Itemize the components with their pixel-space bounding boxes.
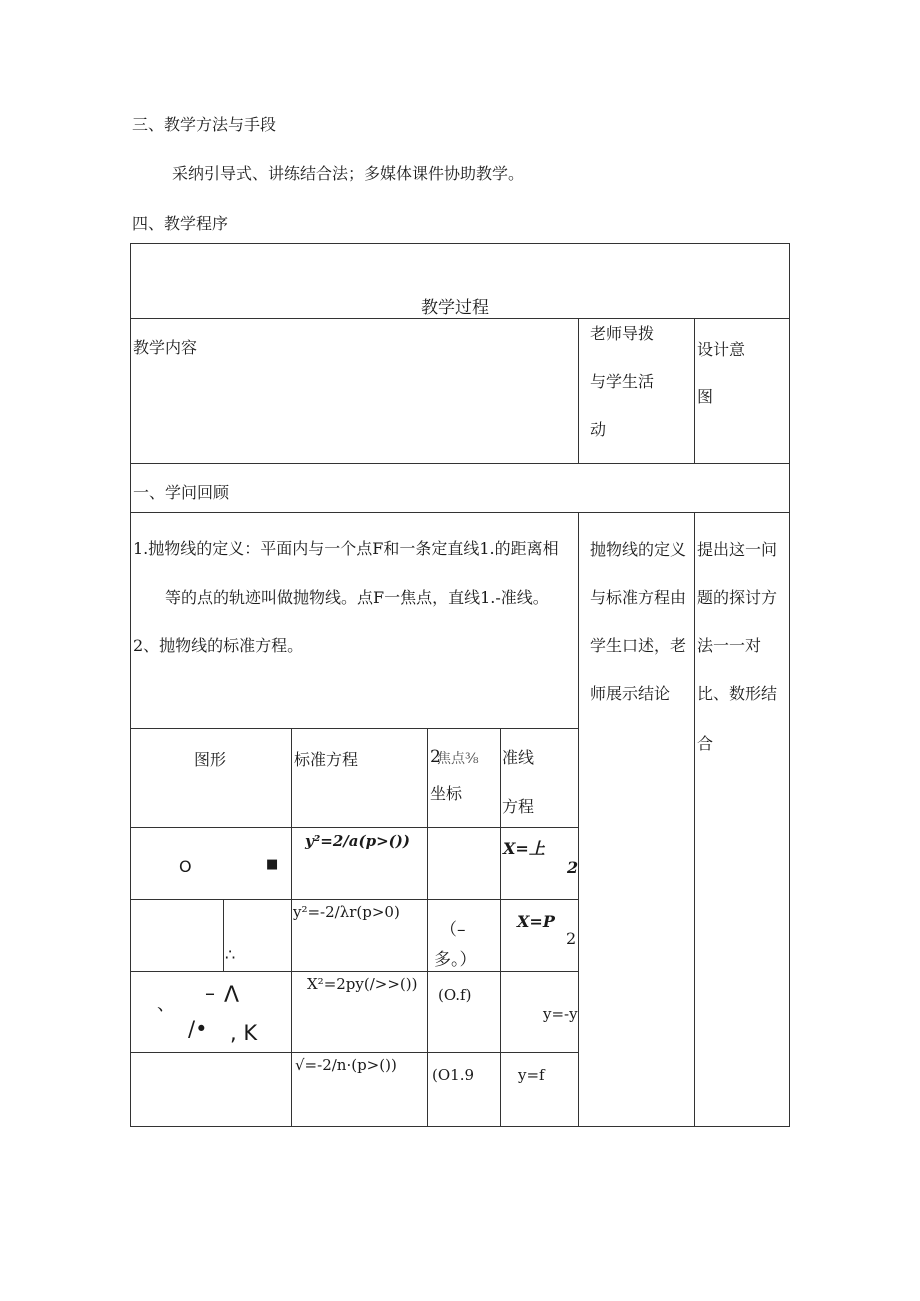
design-note-4: 比、数形结 — [697, 684, 778, 703]
row2-focus-b: 多。） — [434, 950, 477, 970]
col-header-teacher-1: 老师导拨 — [590, 324, 655, 343]
row2-focus-a: （– — [440, 920, 466, 940]
design-note-3: 法一一对 — [697, 636, 762, 655]
col-header-design-2: 图 — [697, 387, 714, 406]
row4-focus: (O1.9 — [432, 1066, 475, 1084]
row3-figure-a: 、 — [157, 994, 175, 1015]
inner-header-focus-a: 2 — [430, 747, 441, 767]
row1-figure-mark: ■ — [266, 857, 279, 872]
definition-line-2: 等的点的轨迹叫做抛物线。点F一焦点，直线1.-准线。 — [165, 588, 549, 607]
inner-header-directrix-b: 方程 — [502, 797, 535, 816]
design-note-1: 提出这一问 — [697, 540, 778, 559]
design-note-5: 合 — [697, 734, 714, 753]
table-title: 教学过程 — [421, 298, 489, 318]
section4-heading: 四、教学程序 — [132, 214, 229, 233]
row3-figure-c: Λ — [224, 983, 240, 1008]
col-header-teacher-2: 与学生活 — [590, 372, 655, 391]
inner-header-focus-b: 焦点⅜ — [437, 751, 479, 767]
row1-figure-origin: O — [179, 857, 192, 876]
standard-equation-heading: 2、抛物线的标准方程。 — [133, 636, 304, 655]
row2-figure: ∴ — [225, 945, 236, 964]
inner-header-figure: 图形 — [194, 750, 227, 769]
design-note-2: 题的探讨方 — [697, 588, 778, 607]
definition-line-1: 1.抛物线的定义：平面内与一个点F和一条定直线1.的距离相 — [133, 539, 559, 558]
teacher-note-1: 抛物线的定义 — [590, 540, 687, 559]
inner-header-directrix-a: 准线 — [502, 748, 535, 767]
inner-header-equation: 标准方程 — [294, 750, 359, 769]
row1-equation-text: y²=2∕a(p>()) — [305, 832, 410, 850]
row3-figure-b: – — [205, 981, 215, 1005]
row1-directrix-b: 2 — [567, 858, 579, 877]
col-header-teacher-3: 动 — [590, 420, 607, 439]
col-header-content: 教学内容 — [133, 338, 198, 357]
row1-equation — [305, 832, 410, 850]
teacher-note-2: 与标准方程由 — [590, 588, 687, 607]
row3-focus: (O.f) — [438, 986, 472, 1004]
section3-heading: 三、教学方法与手段 — [132, 115, 277, 134]
row3-figure-e: , K — [230, 1021, 258, 1045]
review-heading: 一、学问回顾 — [133, 483, 230, 502]
inner-header-focus-c: 坐标 — [430, 784, 463, 803]
row3-directrix: y=-y — [543, 1005, 578, 1023]
row4-directrix: y=f — [518, 1066, 545, 1084]
row1-directrix-a: X=上 — [503, 839, 545, 858]
row3-figure-d: /• — [188, 1017, 208, 1041]
section3-body: 采纳引导式、讲练结合法；多媒体课件协助教学。 — [172, 164, 525, 183]
teacher-note-4: 师展示结论 — [590, 684, 671, 703]
row2-directrix-b: 2 — [566, 929, 577, 948]
row2-equation: y²=-2∕λr(p>0) — [293, 903, 400, 921]
row2-directrix-a: X=P — [517, 912, 555, 931]
col-header-design-1: 设计意 — [697, 340, 746, 359]
row3-equation: X²=2py(/>>()) — [307, 975, 418, 993]
teacher-note-3: 学生口述，老 — [590, 636, 687, 655]
row4-equation: √=-2∕n·(p>()) — [295, 1056, 397, 1074]
